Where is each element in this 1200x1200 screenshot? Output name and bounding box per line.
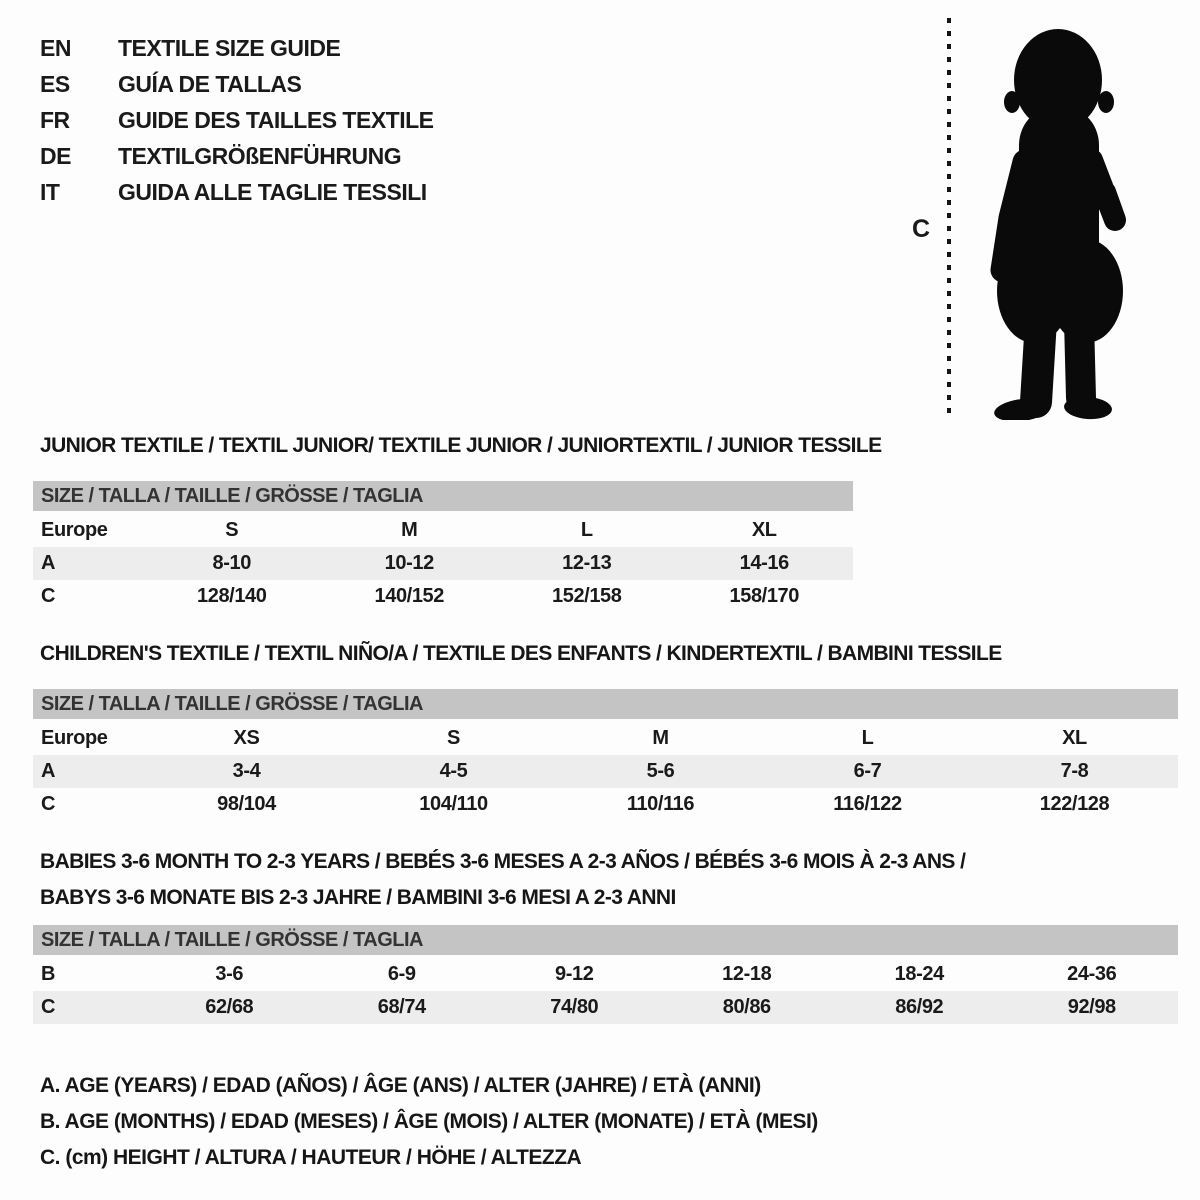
babies-size-table (33, 925, 1178, 1024)
row-label: C (41, 793, 56, 815)
size-cell: 152/158 (552, 585, 622, 607)
size-cell: S (225, 519, 239, 541)
children-size-table (33, 689, 1178, 821)
size-cell: 98/104 (217, 793, 276, 815)
language-code: IT (40, 178, 60, 205)
row-label: B (41, 963, 56, 985)
size-cell: 74/80 (550, 996, 599, 1018)
size-table-header: SIZE / TALLA / TAILLE / GRÖSSE / TAGLIA (33, 925, 1178, 955)
height-measure-label: C (912, 215, 931, 243)
size-cell: XL (751, 519, 777, 541)
list-item (40, 30, 434, 66)
list-item (40, 66, 434, 102)
language-code: FR (40, 106, 70, 133)
size-cell: 6-7 (853, 760, 882, 782)
height-dashed-line (947, 18, 951, 416)
size-cell: 4-5 (439, 760, 468, 782)
size-cell: 14-16 (739, 552, 789, 574)
size-cell: 62/68 (205, 996, 254, 1018)
row-label: C (41, 996, 56, 1018)
size-cell: 3-4 (232, 760, 261, 782)
size-cell: 116/122 (833, 793, 902, 815)
section-title-junior: JUNIOR TEXTILE / TEXTIL JUNIOR/ TEXTILE JUNIOR / JUNIORTEXTIL / JUNIOR TESSILE (40, 434, 882, 457)
section-title-line: BABIES 3-6 MONTH TO 2-3 YEARS / BEBÉS 3-6 MESES A 2-3 AÑOS / BÉBÉS 3-6 MOIS À 2-3 ANS / (40, 850, 966, 873)
table-row (33, 788, 1178, 821)
size-table-header: SIZE / TALLA / TAILLE / GRÖSSE / TAGLIA (33, 481, 853, 511)
size-cell: M (401, 519, 418, 541)
row-label: Europe (41, 727, 108, 749)
list-item (40, 138, 434, 174)
size-table-header: SIZE / TALLA / TAILLE / GRÖSSE / TAGLIA (33, 689, 1178, 719)
list-item (40, 174, 434, 210)
size-cell: 80/86 (722, 996, 771, 1018)
section-title-children: CHILDREN'S TEXTILE / TEXTIL NIÑO/A / TEXTILE DES ENFANTS / KINDERTEXTIL / BAMBINI TESSILE (40, 642, 1002, 665)
legend-line-b: B. AGE (MONTHS) / EDAD (MESES) / ÂGE (MOIS) / ALTER (MONATE) / ETÀ (MESI) (40, 1110, 818, 1133)
size-cell: M (652, 727, 669, 749)
size-cell: XL (1062, 727, 1087, 749)
size-cell: 140/152 (374, 585, 444, 607)
row-label: A (41, 760, 56, 782)
row-label: Europe (41, 519, 108, 541)
size-cell: 6-9 (387, 963, 416, 985)
language-title-list (40, 30, 434, 210)
size-cell: 122/128 (1039, 793, 1110, 815)
size-cell: 24-36 (1067, 963, 1117, 985)
size-cell: S (447, 727, 460, 749)
size-cell: 7-8 (1060, 760, 1089, 782)
guide-title: TEXTILGRÖßENFÜHRUNG (118, 142, 402, 169)
row-label: A (41, 552, 56, 574)
size-cell: 10-12 (384, 552, 434, 574)
size-cell: 12-18 (722, 963, 772, 985)
size-cell: 8-10 (212, 552, 251, 574)
size-cell: 92/98 (1067, 996, 1116, 1018)
table-row (33, 547, 853, 580)
size-cell: 110/116 (626, 793, 695, 815)
size-cell: 86/92 (895, 996, 944, 1018)
guide-title: GUIDE DES TAILLES TEXTILE (118, 106, 434, 133)
language-code: DE (40, 142, 71, 169)
table-row (33, 580, 853, 613)
size-cell: XS (233, 727, 260, 749)
legend-line-c: C. (cm) HEIGHT / ALTURA / HAUTEUR / HÖHE / ALTEZZA (40, 1146, 582, 1169)
size-cell: 3-6 (215, 963, 244, 985)
size-cell: 9-12 (555, 963, 594, 985)
size-cell: 68/74 (377, 996, 426, 1018)
size-cell: 104/110 (419, 793, 488, 815)
table-row (33, 991, 1178, 1024)
guide-title: GUIDA ALLE TAGLIE TESSILI (118, 178, 427, 205)
size-cell: L (861, 727, 874, 749)
toddler-silhouette-icon (962, 20, 1154, 420)
legend-line-a: A. AGE (YEARS) / EDAD (AÑOS) / ÂGE (ANS) / ALTER (JAHRE) / ETÀ (ANNI) (40, 1074, 761, 1097)
size-cell: L (580, 519, 593, 541)
guide-title: TEXTILE SIZE GUIDE (118, 34, 341, 61)
language-code: EN (40, 34, 71, 61)
size-cell: 18-24 (894, 963, 944, 985)
list-item (40, 102, 434, 138)
section-title-babies (40, 844, 965, 916)
size-cell: 5-6 (646, 760, 675, 782)
size-cell: 158/170 (729, 585, 799, 607)
junior-size-table (33, 481, 853, 613)
table-row (33, 755, 1178, 788)
section-title-line: BABYS 3-6 MONATE BIS 2-3 JAHRE / BAMBINI 3-6 MESI A 2-3 ANNI (40, 886, 676, 909)
table-row (33, 722, 1178, 755)
table-row (33, 514, 853, 547)
language-code: ES (40, 70, 70, 97)
size-cell: 12-13 (562, 552, 612, 574)
size-cell: 128/140 (197, 585, 267, 607)
row-label: C (41, 585, 56, 607)
guide-title: GUÍA DE TALLAS (118, 70, 302, 97)
measurement-legend (40, 1068, 818, 1176)
table-row (33, 958, 1178, 991)
